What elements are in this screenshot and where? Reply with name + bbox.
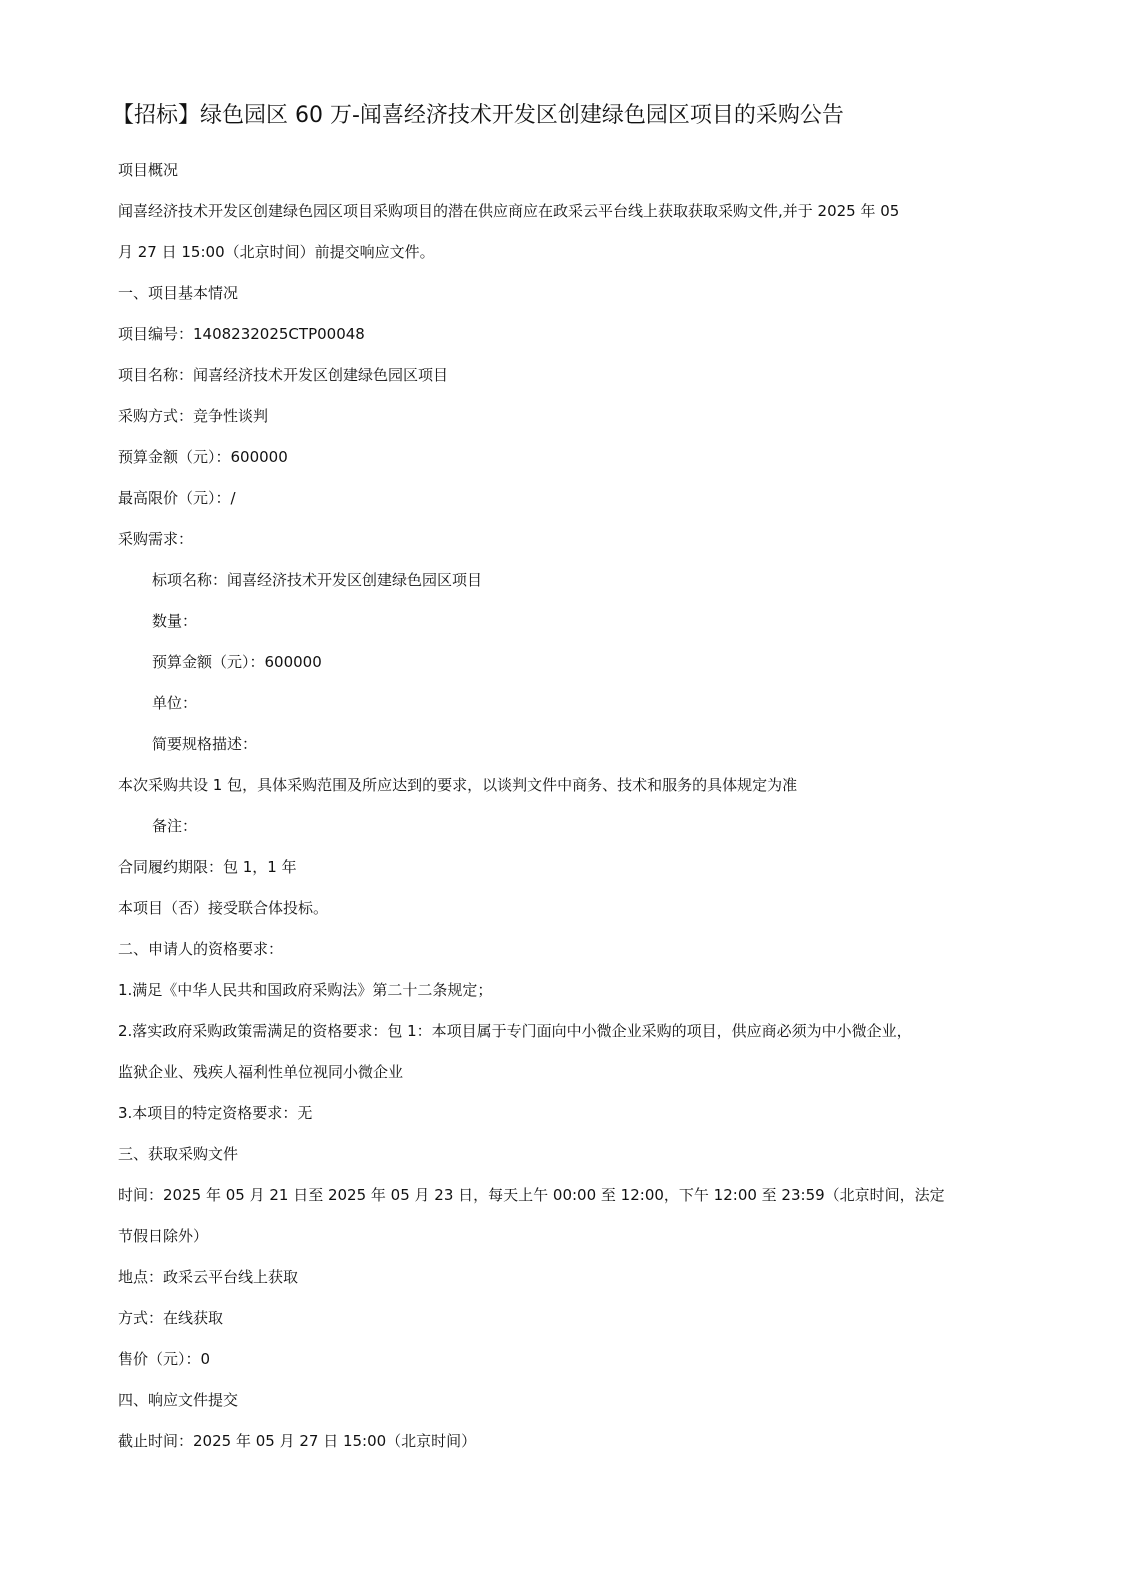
- document-line: 采购需求：: [118, 530, 194, 548]
- document-line: 标项名称：闻喜经济技术开发区创建绿色园区项目: [152, 571, 483, 589]
- document-line: 项目编号：1408232025CTP00048: [118, 325, 365, 343]
- document-line: 售价（元）：0: [118, 1350, 211, 1368]
- document-body: [118, 150, 1018, 1462]
- document-line: 单位：: [152, 694, 198, 712]
- document-line: 简要规格描述：: [152, 735, 258, 753]
- document-line: 方式：在线获取: [118, 1309, 224, 1327]
- document-line: 本次采购共设 1 包，具体采购范围及所应达到的要求，以谈判文件中商务、技术和服务的具体规定为准: [118, 776, 798, 794]
- document-line: 节假日除外）: [118, 1227, 209, 1245]
- document-line: 监狱企业、残疾人福利性单位视同小微企业: [118, 1063, 404, 1081]
- document-line: 预算金额（元）：600000: [118, 448, 288, 466]
- document-line: 项目名称：闻喜经济技术开发区创建绿色园区项目: [118, 366, 449, 384]
- document-line: 合同履约期限：包 1，1 年: [118, 858, 297, 876]
- document-line: 数量：: [152, 612, 198, 630]
- document-line: 地点：政采云平台线上获取: [118, 1268, 299, 1286]
- document-line: 项目概况: [118, 161, 179, 179]
- document-line: 闻喜经济技术开发区创建绿色园区项目采购项目的潜在供应商应在政采云平台线上获取获取采购文件,并于 2025 年 05: [118, 202, 900, 220]
- document-line: 一、项目基本情况: [118, 284, 239, 302]
- document-line: 1.满足《中华人民共和国政府采购法》第二十二条规定；: [118, 981, 493, 999]
- document-line: 本项目（否）接受联合体投标。: [118, 899, 329, 917]
- document-line: 3.本项目的特定资格要求：无: [118, 1104, 313, 1122]
- document-line: 二、申请人的资格要求：: [118, 940, 284, 958]
- document-line: 最高限价（元）：/: [118, 489, 236, 507]
- document-line: 月 27 日 15:00（北京时间）前提交响应文件。: [118, 243, 435, 261]
- document-line: 采购方式：竞争性谈判: [118, 407, 269, 425]
- document-title: 【招标】绿色园区 60 万-闻喜经济技术开发区创建绿色园区项目的采购公告: [112, 103, 844, 128]
- document-line: 备注：: [152, 817, 198, 835]
- document-line: 预算金额（元）：600000: [152, 653, 322, 671]
- document-line: 三、获取采购文件: [118, 1145, 239, 1163]
- document-line: 时间：2025 年 05 月 21 日至 2025 年 05 月 23 日，每天上午 00:00 至 12:00，下午 12:00 至 23:59（北京时间，法定: [118, 1186, 945, 1204]
- document-line: 截止时间：2025 年 05 月 27 日 15:00（北京时间）: [118, 1432, 477, 1450]
- document-line: 2.落实政府采购政策需满足的资格要求：包 1：本项目属于专门面向中小微企业采购的项目，供应商必须为中小微企业，: [118, 1022, 912, 1040]
- document-line: 四、响应文件提交: [118, 1391, 239, 1409]
